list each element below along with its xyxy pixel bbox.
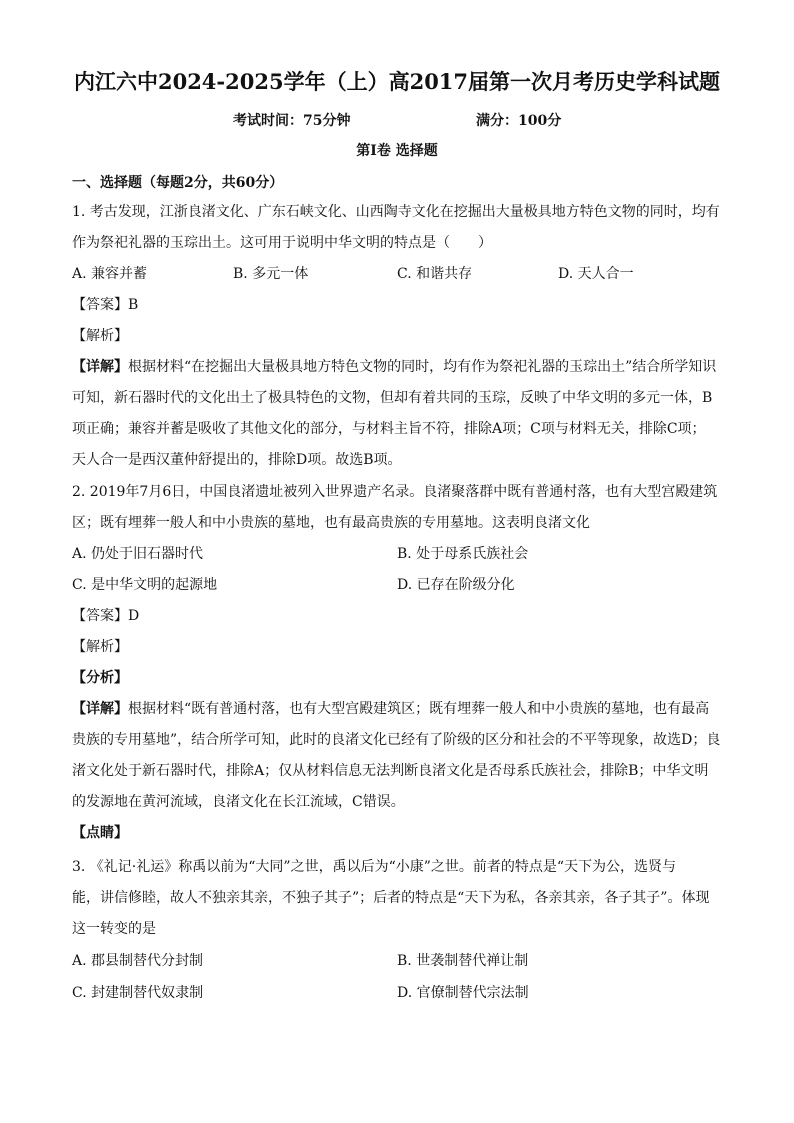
q2-option-d: D. 已存在阶级分化 [397, 577, 515, 593]
q3-stem-line: 这一转变的是 [72, 921, 156, 937]
q3-option-b: B. 世袭制替代禅让制 [397, 953, 529, 969]
volume-heading: 第Ⅰ卷 选择题 [356, 143, 438, 159]
q1-detail-line: 可知，新石器时代的文化出土了极具特色的文物，但却有着共同的玉琮，反映了中华文明的多元一体，B [72, 390, 713, 406]
q1-option-d: D. 天人合一 [558, 266, 634, 282]
q2-detail-tag: 【详解】 [72, 701, 128, 717]
q2-detail-line [72, 699, 709, 719]
q2-option-a: A. 仍处于旧石器时代 [72, 546, 204, 562]
q2-detail-line: 贵族的专用墓地”，结合所学可知，此时的良渚文化已经有了阶级的区分和社会的不平等现象，故选D；良 [72, 732, 721, 748]
q2-answer: 【答案】D [72, 608, 140, 624]
q2-stem-line: 区；既有埋葬一般人和中小贵族的墓地，也有最高贵族的专用墓地。这表明良渚文化 [72, 515, 590, 531]
q1-detail-line: 天人合一是西汉董仲舒提出的，排除D项。故选B项。 [72, 452, 402, 468]
exam-time: 考试时间：75分钟 [233, 113, 351, 129]
q2-detail-line: 的发源地在黄河流域，良渚文化在长江流域，C错误。 [72, 794, 405, 810]
q1-stem-line: 1. 考古发现，江浙良渚文化、广东石峡文化、山西陶寺文化在挖掘出大量极具地方特色文物的同时，均有 [72, 204, 720, 220]
q1-detail-line: 项正确；兼容并蓄是吸收了其他文化的部分，与材料主旨不符，排除A项；C项与材料无关，排除C项； [72, 421, 706, 437]
q1-detail-text: 根据材料“在挖掘出大量极具地方特色文物的同时，均有作为祭祀礼器的玉琮出土”结合所学知识 [128, 359, 717, 375]
q3-option-d: D. 官僚制替代宗法制 [397, 985, 529, 1001]
q2-fenxi-label: 【分析】 [72, 670, 128, 686]
q2-analysis-label: 【解析】 [72, 639, 128, 655]
q2-detail-text: 根据材料“既有普通村落，也有大型宫殿建筑区；既有埋葬一般人和中小贵族的墓地，也有最高 [128, 701, 710, 717]
q3-option-c: C. 封建制替代奴隶制 [72, 985, 204, 1001]
q2-option-b: B. 处于母系氏族社会 [397, 546, 529, 562]
q1-detail-tag: 【详解】 [72, 359, 128, 375]
q3-option-a: A. 郡县制替代分封制 [72, 953, 204, 969]
q1-stem-line: 作为祭祀礼器的玉琮出土。这可用于说明中华文明的特点是（ ） [72, 235, 492, 251]
q1-detail-line [72, 357, 716, 377]
q1-answer: 【答案】B [72, 297, 139, 313]
q2-dianjing-label: 【点睛】 [72, 825, 128, 841]
exam-title: 内江六中2024-2025学年（上）高2017届第一次月考历史学科试题 [73, 69, 721, 94]
q2-option-c: C. 是中华文明的起源地 [72, 577, 218, 593]
q2-detail-line: 渚文化处于新石器时代，排除A；仅从材料信息无法判断良渚文化是否母系氏族社会，排除B；中华文明 [72, 763, 709, 779]
q3-stem-line: 3. 《礼记·礼运》称禹以前为“大同”之世，禹以后为“小康”之世。前者的特点是“天下为公，选贤与 [72, 859, 677, 875]
q1-option-a: A. 兼容并蓄 [72, 266, 148, 282]
q1-option-c: C. 和谐共存 [397, 266, 473, 282]
section-heading: 一、选择题（每题2分，共60分） [72, 175, 284, 191]
q3-stem-line: 能，讲信修睦，故人不独亲其亲，不独子其子”；后者的特点是“天下为私，各亲其亲，各子其子”。体现 [72, 890, 710, 906]
q1-option-b: B. 多元一体 [233, 266, 309, 282]
exam-score: 满分：100分 [476, 113, 562, 129]
q1-analysis-label: 【解析】 [72, 328, 128, 344]
exam-meta [0, 110, 794, 130]
q2-stem-line: 2. 2019年7月6日，中国良渚遗址被列入世界遗产名录。良渚聚落群中既有普通村落，也有大型宫殿建筑 [72, 484, 718, 500]
